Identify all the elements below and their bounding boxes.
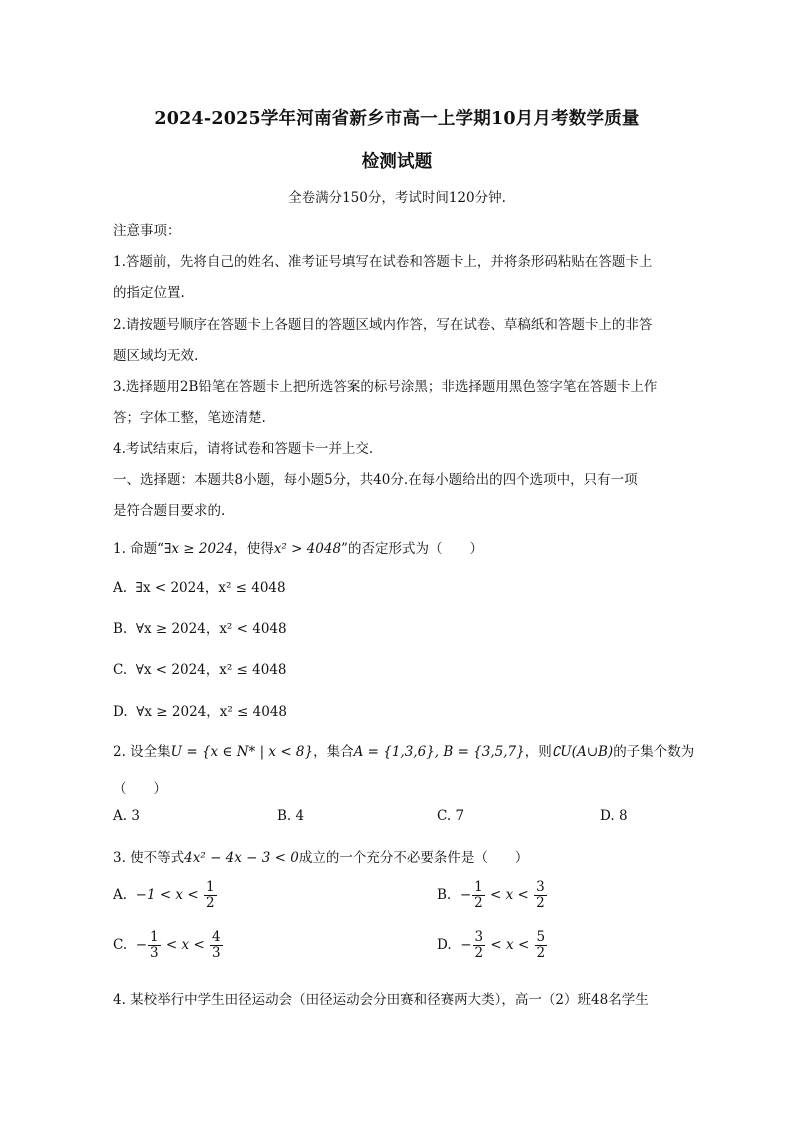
question-2: 2. 设全集U = {x ∈ N* | x < 8}，集合A = {1,3,6}, B = {3,5,7}，则∁U(A∪B)的子集个数为 — [113, 744, 695, 760]
q1-option-c: C. ∀x < 2024，x² ≤ 4048 — [113, 662, 287, 678]
q1-option-b: B. ∀x ≥ 2024，x² < 4048 — [113, 621, 287, 637]
note-line: 2.请按题号顺序在答题卡上各题目的答题区域内作答，写在试卷、草稿纸和答题卡上的非答 — [113, 317, 653, 333]
q1-option-d: D. ∀x ≥ 2024，x² ≤ 4048 — [113, 704, 288, 720]
q1-suffix: ”的否定形式为（ ） — [341, 541, 483, 557]
exam-subtitle: 全卷满分150分，考试时间120分钟. — [288, 190, 506, 206]
q3-option-d: D. − $\frac{3}{2}$ < x < $\frac{5}{2}$ — [437, 929, 546, 961]
exam-title-line1: 2024-2025学年河南省新乡市高一上学期10月月考数学质量 — [154, 109, 640, 129]
q1-condition: ∃x ≥ 2024 — [164, 541, 234, 557]
q3-inequality: 4x² − 4x − 3 < 0 — [184, 850, 299, 866]
q1-expression: x² > 4048 — [273, 541, 342, 557]
q3-option-b: B. − $\frac{1}{2}$ < x < $\frac{3}{2}$ — [437, 879, 545, 911]
q2-option-c: C. 7 — [437, 808, 465, 824]
exam-title-line2: 检测试题 — [361, 152, 433, 172]
q2-paren: （ ） — [113, 781, 167, 797]
q2-complement: ∁U(A∪B) — [551, 744, 614, 760]
q2-option-a: A. 3 — [113, 808, 140, 824]
note-line: 的指定位置. — [113, 285, 185, 301]
question-1 — [113, 537, 483, 557]
q3-option-a: A. −1 < x < $\frac{1}{2}$ — [113, 879, 215, 911]
note-line: 题区域均无效. — [113, 348, 199, 364]
q2-universal-set: U = {x ∈ N* | x < 8} — [170, 744, 314, 760]
note-line: 4.考试结束后，请将试卷和答题卡一并上交. — [113, 441, 374, 457]
note-line: 1.答题前，先将自己的姓名、准考证号填写在试卷和答题卡上，并将条形码粘贴在答题卡上 — [113, 254, 653, 270]
question-4: 4. 某校举行中学生田径运动会（田径运动会分田赛和径赛两大类），高一（2）班48名学生 — [113, 992, 649, 1008]
q2-sets-ab: A = {1,3,6}, B = {3,5,7} — [353, 744, 525, 760]
note-line: 3.选择题用2B铅笔在答题卡上把所选答案的标号涂黑；非选择题用黑色签字笔在答题卡上作 — [113, 379, 658, 395]
q2-option-d: D. 8 — [600, 808, 628, 824]
notes-heading: 注意事项： — [113, 223, 181, 239]
section-heading: 一、选择题：本题共8小题，每小题5分，共40分.在每小题给出的四个选项中，只有一项 — [113, 472, 638, 488]
q1-prefix: 1. 命题“ — [113, 541, 165, 557]
q3-option-c: C. − $\frac{1}{3}$ < x < $\frac{4}{3}$ — [113, 929, 221, 961]
q2-option-b: B. 4 — [277, 808, 305, 824]
q1-mid: ，使得 — [233, 541, 274, 557]
question-3: 3. 使不等式4x² − 4x − 3 < 0成立的一个充分不必要条件是（ ） — [113, 850, 529, 866]
q1-option-a: A. ∃x < 2024，x² ≤ 4048 — [113, 580, 286, 596]
note-line: 答；字体工整，笔迹清楚. — [113, 410, 266, 426]
section-heading-cont: 是符合题目要求的. — [113, 503, 226, 519]
